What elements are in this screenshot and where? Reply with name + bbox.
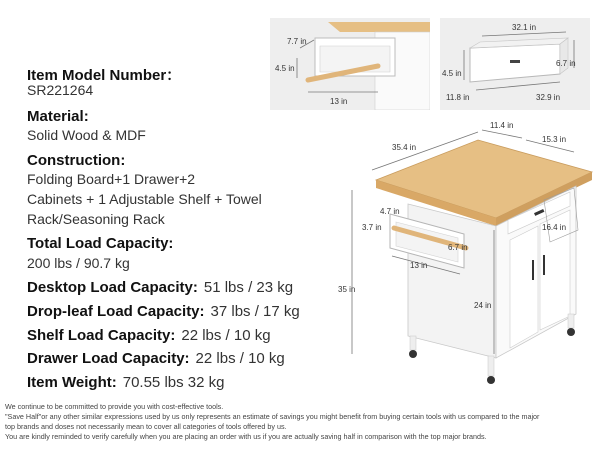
desktop-load-value: 51 lbs / 23 kg (203, 279, 294, 296)
towel-rack-inset (270, 18, 430, 110)
construction-line: Cabinets + 1 Adjustable Shelf + Towel (27, 191, 262, 207)
shelf-load-label: Shelf Load Capacity: (27, 327, 176, 344)
dropleaf-load-row (27, 303, 300, 321)
dim-drawer-top: 32.1 in (512, 23, 537, 32)
desktop-load-row (27, 279, 293, 297)
weight-value: 70.55 lbs 32 kg (122, 374, 225, 391)
dim-overall-height: 35 in (338, 285, 356, 294)
dim-cabinet-height: 24 in (474, 301, 492, 310)
dim-drawer-depth: 11.8 in (446, 93, 470, 102)
dim-towel-b: 3.7 in (362, 223, 382, 232)
weight-row (27, 374, 224, 392)
total-load-value: 200 lbs / 90.7 kg (27, 255, 130, 271)
dim-drawer-height-left: 4.5 in (442, 69, 462, 78)
material-value: Solid Wood & MDF (27, 127, 146, 143)
dim-rack-depth: 7.7 in (287, 37, 307, 46)
drawer-load-row (27, 350, 285, 368)
dim-towel-width: 13 in (410, 261, 428, 270)
construction-label: Construction: (27, 152, 126, 169)
kitchen-island-illustration (330, 118, 600, 400)
desktop-load-label: Desktop Load Capacity: (27, 279, 198, 296)
shelf-load-row (27, 327, 271, 345)
shelf-load-value: 22 lbs / 10 kg (181, 327, 271, 344)
disclaimer-footer (5, 402, 597, 442)
total-load-label: Total Load Capacity: (27, 235, 174, 252)
dim-top-depth-a: 11.4 in (490, 121, 514, 130)
dim-towel-c: 6.7 in (448, 243, 468, 252)
dim-towel-a: 4.7 in (380, 207, 400, 216)
drawer-inset (440, 18, 590, 110)
dropleaf-load-label: Drop-leaf Load Capacity: (27, 303, 205, 320)
disclaimer-line: top brands and doses not necessarily mean to cover all categories of tools offered by us. (5, 422, 287, 431)
drawer-load-label: Drawer Load Capacity: (27, 350, 190, 367)
dim-rack-width: 13 in (330, 97, 348, 106)
dim-top-depth-b: 15.3 in (542, 135, 567, 144)
disclaimer-line: You are kindly reminded to verify carefully when you are placing an order with us if you are actually saving half in comparison with the top major brands. (5, 432, 487, 441)
drawer-load-value: 22 lbs / 10 kg (195, 350, 285, 367)
dim-drawer-bottom: 32.9 in (536, 93, 561, 102)
model-label: Item Model Number： (27, 67, 182, 84)
dim-leaf-depth: 16.4 in (542, 223, 567, 232)
dim-top-width: 35.4 in (392, 143, 417, 152)
disclaimer-line: "Save Half"or any other similar expressions used by us only represents an estimate of savings you might benefit from buying certain tools with us compared to the major (5, 412, 540, 421)
construction-line: Rack/Seasoning Rack (27, 211, 165, 227)
disclaimer-line: We continue to be committed to provide you with cost-effective tools. (5, 402, 224, 411)
model-value: SR221264 (27, 82, 94, 98)
construction-line: Folding Board+1 Drawer+2 (27, 171, 196, 187)
dim-drawer-height-right: 6.7 in (556, 59, 576, 68)
dropleaf-load-value: 37 lbs / 17 kg (210, 303, 300, 320)
dim-rack-height: 4.5 in (275, 64, 295, 73)
material-label: Material: (27, 108, 89, 125)
weight-label: Item Weight: (27, 374, 117, 391)
